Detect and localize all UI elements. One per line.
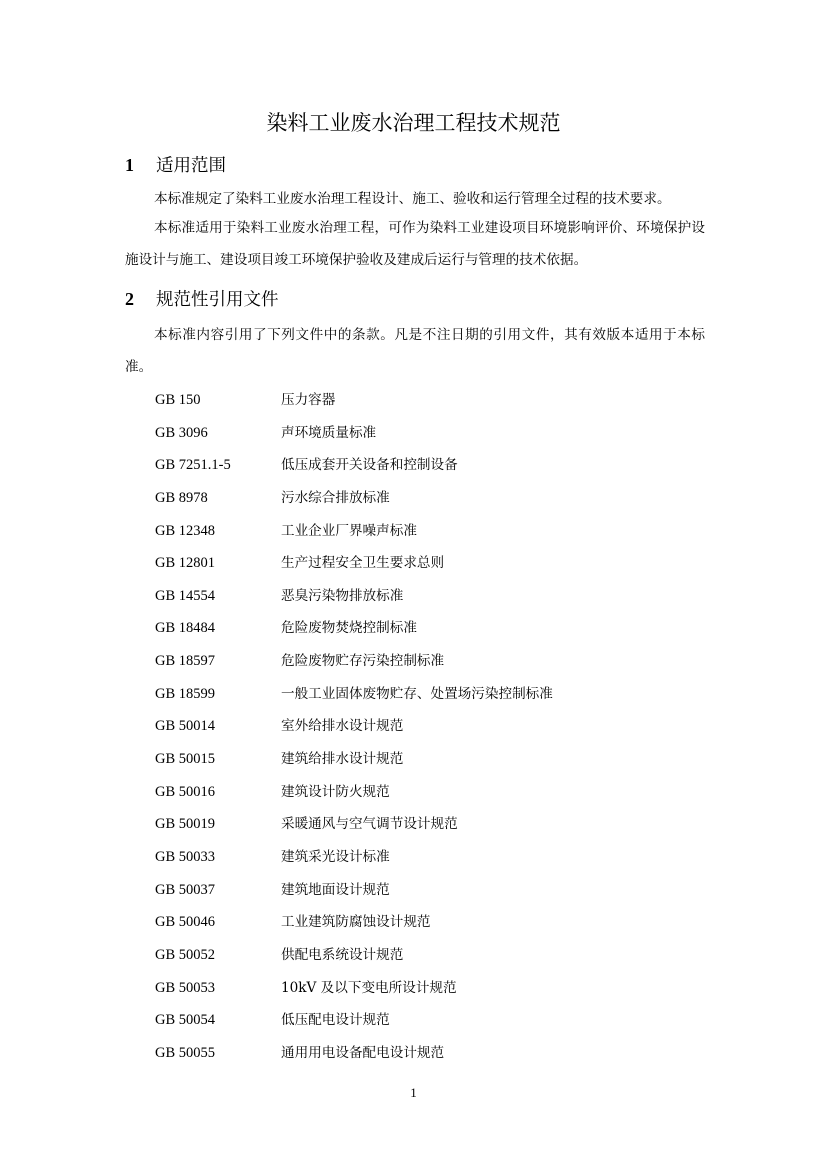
reference-row — [155, 1037, 715, 1070]
section-number: 2 — [125, 289, 134, 309]
reference-title: 生产过程安全卫生要求总则 — [281, 555, 445, 572]
reference-row — [155, 580, 715, 613]
reference-row — [155, 384, 715, 417]
document-title: 染料工业废水治理工程技术规范 — [266, 111, 561, 135]
reference-title: 声环境质量标准 — [281, 424, 377, 441]
section-heading-2 — [125, 286, 279, 313]
reference-title: 通用用电设备配电设计规范 — [281, 1044, 445, 1061]
reference-row — [155, 710, 715, 743]
reference-code: GB 18484 — [155, 620, 216, 637]
reference-code: GB 50033 — [155, 848, 216, 865]
section-heading-1 — [125, 152, 226, 179]
reference-title: 10kV 及以下变电所设计规范 — [281, 979, 457, 996]
reference-code: GB 50052 — [155, 946, 216, 963]
reference-code: GB 50053 — [155, 979, 216, 996]
reference-title: 危险废物贮存污染控制标准 — [281, 653, 445, 670]
reference-row — [155, 645, 715, 678]
paragraph-references-intro: 本标准内容引用了下列文件中的条款。凡是不注日期的引用文件，其有效版本适用于本标准。 — [125, 327, 705, 375]
reference-title: 压力容器 — [281, 392, 336, 408]
reference-row — [155, 841, 715, 874]
paragraph-scope-2: 本标准适用于染料工业废水治理工程，可作为染料工业建设项目环境影响评价、环境保护设施设计与施工、建设项目竣工环境保护验收及建成后运行与管理的技术依据。 — [125, 220, 705, 268]
reference-title: 供配电系统设计规范 — [281, 946, 404, 963]
reference-list — [155, 384, 715, 1069]
reference-code: GB 50016 — [155, 783, 216, 800]
reference-row — [155, 417, 715, 450]
reference-code: GB 50055 — [155, 1044, 216, 1061]
reference-title: 建筑采光设计标准 — [281, 848, 390, 865]
reference-code: GB 150 — [155, 392, 201, 408]
reference-title: 一般工业固体废物贮存、处置场污染控制标准 — [281, 685, 553, 702]
reference-row — [155, 515, 715, 548]
reference-code: GB 8978 — [155, 489, 208, 506]
reference-code: GB 12348 — [155, 522, 216, 539]
reference-title: 低压配电设计规范 — [281, 1012, 390, 1029]
reference-code: GB 50046 — [155, 914, 216, 931]
reference-row — [155, 612, 715, 645]
reference-code: GB 50019 — [155, 816, 216, 833]
reference-code: GB 50015 — [155, 751, 216, 768]
reference-code: GB 50014 — [155, 718, 216, 735]
reference-row — [155, 449, 715, 482]
reference-code: GB 12801 — [155, 555, 216, 572]
reference-row — [155, 776, 715, 809]
reference-code: GB 3096 — [155, 424, 208, 441]
reference-title: 室外给排水设计规范 — [281, 718, 404, 735]
reference-title: 工业企业厂界噪声标准 — [281, 522, 417, 539]
reference-title: 建筑给排水设计规范 — [281, 751, 404, 768]
section-number: 1 — [125, 155, 134, 175]
reference-title: 建筑地面设计规范 — [281, 881, 390, 898]
reference-title: 低压成套开关设备和控制设备 — [281, 457, 458, 474]
reference-code: GB 50054 — [155, 1012, 216, 1029]
reference-row — [155, 1004, 715, 1037]
reference-row — [155, 678, 715, 711]
reference-code: GB 18597 — [155, 653, 216, 670]
reference-title: 污水综合排放标准 — [281, 489, 390, 506]
section-title: 规范性引用文件 — [156, 290, 279, 310]
reference-row — [155, 972, 715, 1005]
reference-row — [155, 482, 715, 515]
reference-code: GB 7251.1-5 — [155, 457, 231, 474]
reference-row — [155, 874, 715, 907]
page-number: 1 — [410, 1085, 417, 1100]
reference-row — [155, 743, 715, 776]
reference-code: GB 18599 — [155, 685, 216, 702]
reference-title: 恶臭污染物排放标准 — [281, 587, 404, 604]
reference-title: 采暖通风与空气调节设计规范 — [281, 816, 458, 833]
reference-row — [155, 939, 715, 972]
reference-row — [155, 808, 715, 841]
reference-code: GB 50037 — [155, 881, 216, 898]
reference-title: 建筑设计防火规范 — [281, 783, 390, 800]
reference-title: 工业建筑防腐蚀设计规范 — [281, 914, 431, 931]
reference-title: 危险废物焚烧控制标准 — [281, 620, 417, 637]
reference-row — [155, 906, 715, 939]
paragraph-scope-1: 本标准规定了染料工业废水治理工程设计、施工、验收和运行管理全过程的技术要求。 — [154, 191, 671, 207]
reference-row — [155, 547, 715, 580]
reference-code: GB 14554 — [155, 587, 216, 604]
section-title: 适用范围 — [156, 156, 226, 176]
